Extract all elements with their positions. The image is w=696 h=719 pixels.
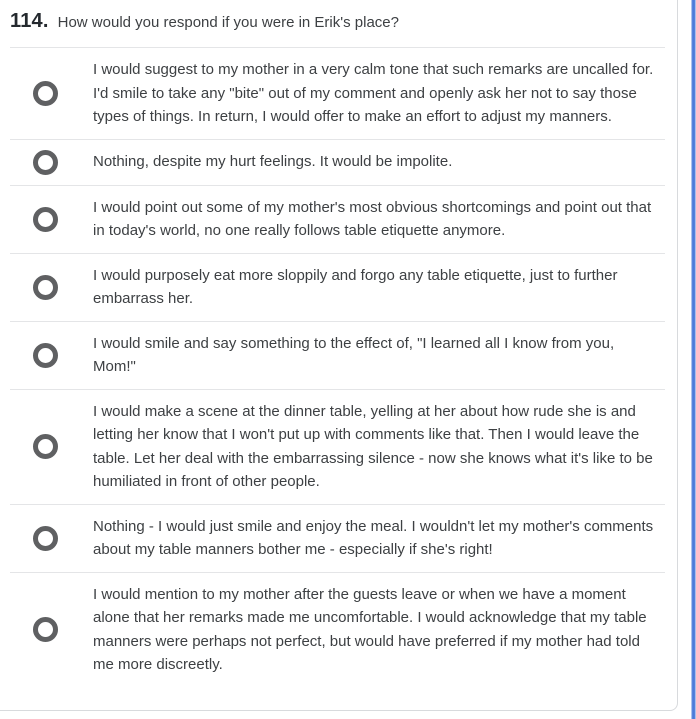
question-text: How would you respond if you were in Erik's place? (57, 14, 399, 31)
answer-option-label: I would make a scene at the dinner table, yelling at her about how rude she is and letting her know that I won't put up with comments like that. Then I would leave the table. Let her deal with the embarrassing silence - now she knows what it's like to be humiliated in front of other people. (93, 402, 653, 490)
radio-button-icon[interactable] (33, 434, 58, 459)
answer-option-1[interactable] (10, 47, 665, 139)
radio-button-icon[interactable] (33, 526, 58, 551)
radio-button-icon[interactable] (33, 150, 58, 175)
answer-option-label: I would point out some of my mother's most obvious shortcomings and point out that in today's world, no one really follows table etiquette anymore. (93, 198, 652, 239)
answer-option-label: I would purposely eat more sloppily and forgo any table etiquette, just to further embarrass her. (93, 266, 618, 307)
answer-options-list (10, 47, 665, 687)
radio-button-icon[interactable] (33, 275, 58, 300)
answer-option-label: Nothing - I would just smile and enjoy the meal. I wouldn't let my mother's comments about my table manners bother me - especially if she's right! (93, 517, 654, 558)
answer-option-5[interactable] (10, 321, 665, 389)
radio-button-icon[interactable] (33, 81, 58, 106)
question-number: 114. (10, 10, 49, 32)
answer-option-2[interactable] (10, 139, 665, 185)
right-edge-accent-line (691, 0, 696, 719)
answer-option-label: I would suggest to my mother in a very calm tone that such remarks are uncalled for. I'd smile to take any "bite" out of my comment and openly ask her not to say those types of things. In return, I would offer to make an effort to adjust my manners. (93, 61, 654, 125)
radio-button-icon[interactable] (33, 207, 58, 232)
answer-option-3[interactable] (10, 185, 665, 253)
answer-option-6[interactable] (10, 389, 665, 504)
radio-button-icon[interactable] (33, 617, 58, 642)
answer-option-4[interactable] (10, 253, 665, 321)
answer-option-8[interactable] (10, 572, 665, 687)
answer-option-label: Nothing, despite my hurt feelings. It would be impolite. (93, 153, 453, 171)
question-header (10, 8, 665, 34)
answer-option-label: I would smile and say something to the effect of, "I learned all I know from you, Mom!" (93, 334, 615, 375)
answer-option-7[interactable] (10, 504, 665, 572)
answer-option-label: I would mention to my mother after the guests leave or when we have a moment alone that her remarks made me uncomfortable. I would acknowledge that my table manners were perhaps not perfect, but would have preferred if my mother had told me more discreetly. (93, 585, 647, 673)
radio-button-icon[interactable] (33, 343, 58, 368)
